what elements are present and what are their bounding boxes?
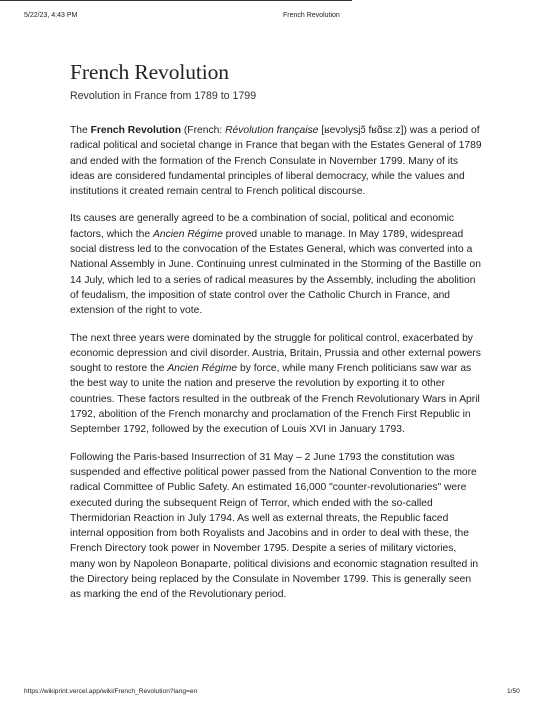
print-datetime: 5/22/23, 4:43 PM — [24, 12, 78, 19]
italic-term: Révolution française — [225, 125, 319, 136]
text: by force, while many French politicians saw war as the best way to unite the nation and preserve the revolution by exporting it to other countries. These factors resulted in the outbreak of the French Revolutionary Wars in April 1792, abolition of the French monarchy and proclamation of the French First Republic in September 1792, followed by the execution of Louis XVI in January 1793. — [70, 363, 480, 436]
print-footer-url: https://wikiprint.vercel.app/wiki/French_Revolution?lang=en — [24, 688, 198, 695]
italic-term: Ancien Régime — [167, 363, 238, 375]
page-number: 1/50 — [507, 688, 520, 695]
paragraph-terror — [70, 450, 482, 603]
print-header-title: French Revolution — [283, 12, 340, 19]
text: The next three years were dominated by the struggle for political control, exacerbated by economic depression and civil disorder. Austria, Britain, Prussia and other external powers sought to restore the — [70, 332, 481, 375]
text: proved unable to manage. In May 1789, widespread social distress led to the convocation of the Estates General, which was converted into a National Assembly in June. Continuing unrest culminated in the Storming of the Bastille on 14 July, which led to a series of radical measures by the Assembly, including the abolition of feudalism, the imposition of state control over the Catholic Church in France, and extension of the right to vote. — [70, 228, 481, 317]
bold-term: French Revolution — [90, 125, 181, 136]
page-subtitle: Revolution in France from 1789 to 1799 — [70, 90, 257, 102]
paragraph-causes — [70, 211, 482, 318]
text: Following the Paris-based Insurrection of 31 May – 2 June 1793 the constitution was suspended and effective political power passed from the National Convention to the more radical Committee of Public Safety. An estimated 16,000 "counter-revolutionaries" were executed during the subsequent Reign of Terror, which ended with the so-called Thermidorian Reaction in July 1794. As well as external threats, the Republic faced internal opposition from both Royalists and Jacobins and in order to deal with these, the French Directory took power in November 1795. Despite a series of military victories, many won by Napoleon Bonaparte, political divisions and economic stagnation resulted in the Directory being replaced by the Consulate in November 1799. This is generally seen as marking the end of the Revolutionary period. — [70, 451, 479, 601]
text: (French: — [181, 125, 226, 136]
text: [ʁevɔlysjɔ̃ fʁɑ̃sɛːz]) was a period of radical political and societal change in France that began with the Estates General of 1789 and ended with the formation of the French Consulate in November 1799. Many of its ideas are considered fundamental principles of liberal democracy, while the values and institutions it created remain central to French political discourse. — [70, 125, 482, 198]
top-border-line — [0, 0, 352, 1]
article-body — [70, 123, 482, 615]
text: The — [70, 125, 91, 136]
paragraph-intro — [70, 123, 482, 199]
paragraph-struggle — [70, 331, 482, 438]
page-title: French Revolution — [70, 60, 229, 84]
text: Its causes are generally agreed to be a combination of social, political and economic factors, which the — [70, 213, 455, 240]
italic-term: Ancien Régime — [152, 228, 223, 240]
